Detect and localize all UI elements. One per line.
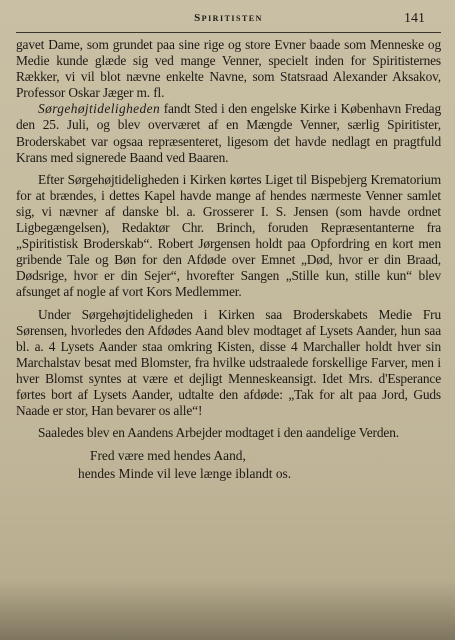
closing-line-2: hendes Minde vil leve længe iblandt os. bbox=[78, 466, 292, 482]
paragraph-4: Under Sørgehøjtideligheden i Kirken saa Broderskabets Medie Fru Sørensen, hvorledes den Afdødes Aand blev modtaget af Lysets Aander, hun saa bl. a. 4 Lysets Aander staa omkring Kisten, disse 4 Marchaller holdt hver sin Marchalstav besat med Blomster, fra hvilke udstraalede forskellige Farver, men i hver Blomst syntes at være et dejligt Menneskeansigt. Idet Mrs. d'Esperance førtes bort af Lysets Aander, udtalte den afdøde: „Tak for alt paa Jord, Guds Naade er stor, Han bevarer os alle“! bbox=[16, 306, 441, 419]
paragraph-2-rest: fandt Sted i den engelske Kirke i København Fredag den 25. Juli, og blev overværet af en Mængde Venner, særlig Spiritister, Broderskabet var ogsaa repræsenteret, ligesom det havde nedlagt en pragtfuld Krans med signerede Baand ved Baaren. bbox=[16, 101, 441, 165]
closing-line-1: Fred være med hendes Aand, bbox=[90, 448, 246, 464]
paragraph-2-lead: Sørgehøjtideligheden bbox=[38, 101, 161, 117]
article-body bbox=[16, 37, 441, 441]
paragraph-2 bbox=[16, 101, 441, 165]
closing-lines bbox=[16, 447, 441, 483]
page-number: 141 bbox=[404, 11, 425, 26]
page-header bbox=[16, 8, 441, 33]
paragraph-5: Saaledes blev en Aandens Arbejder modtaget i den aandelige Verden. bbox=[38, 425, 399, 441]
paragraph-3: Efter Sørgehøjtideligheden i Kirken kørtes Liget til Bispebjerg Krematorium for at brændes, i dettes Kapel havde mange af hendes nærmeste Venner samlet sig, vi nævner af danske bl. a. Grosserer I. S. Jensen (som havde ordnet Ligbegængelsen), Redaktør Chr. Brinch, foruden Repræsentanterne fra „Spiritistisk Broderskab“. Robert Jørgensen holdt paa Opfordring en kort men gribende Tale og Bøn for den Afdøde over Emnet „Død, hvor er din Braad, Dødsrige, hvor er din Sejer“, hvorefter Sangen „Stille kun, stille kun“ blev afsunget af nogle af vort Kors Medlemmer. bbox=[16, 171, 441, 300]
paragraph-1: gavet Dame, som grundet paa sine rige og store Evner baade som Menneske og Medie kunde glæde sig ved mange Venner, specielt inden for Spiritisternes Rækker, vi vil blot nævne enkelte Navne, som Statsraad Alexander Aksakov, Professor Oskar Jæger m. fl. bbox=[16, 37, 441, 101]
running-head: Spiritisten bbox=[194, 12, 263, 24]
